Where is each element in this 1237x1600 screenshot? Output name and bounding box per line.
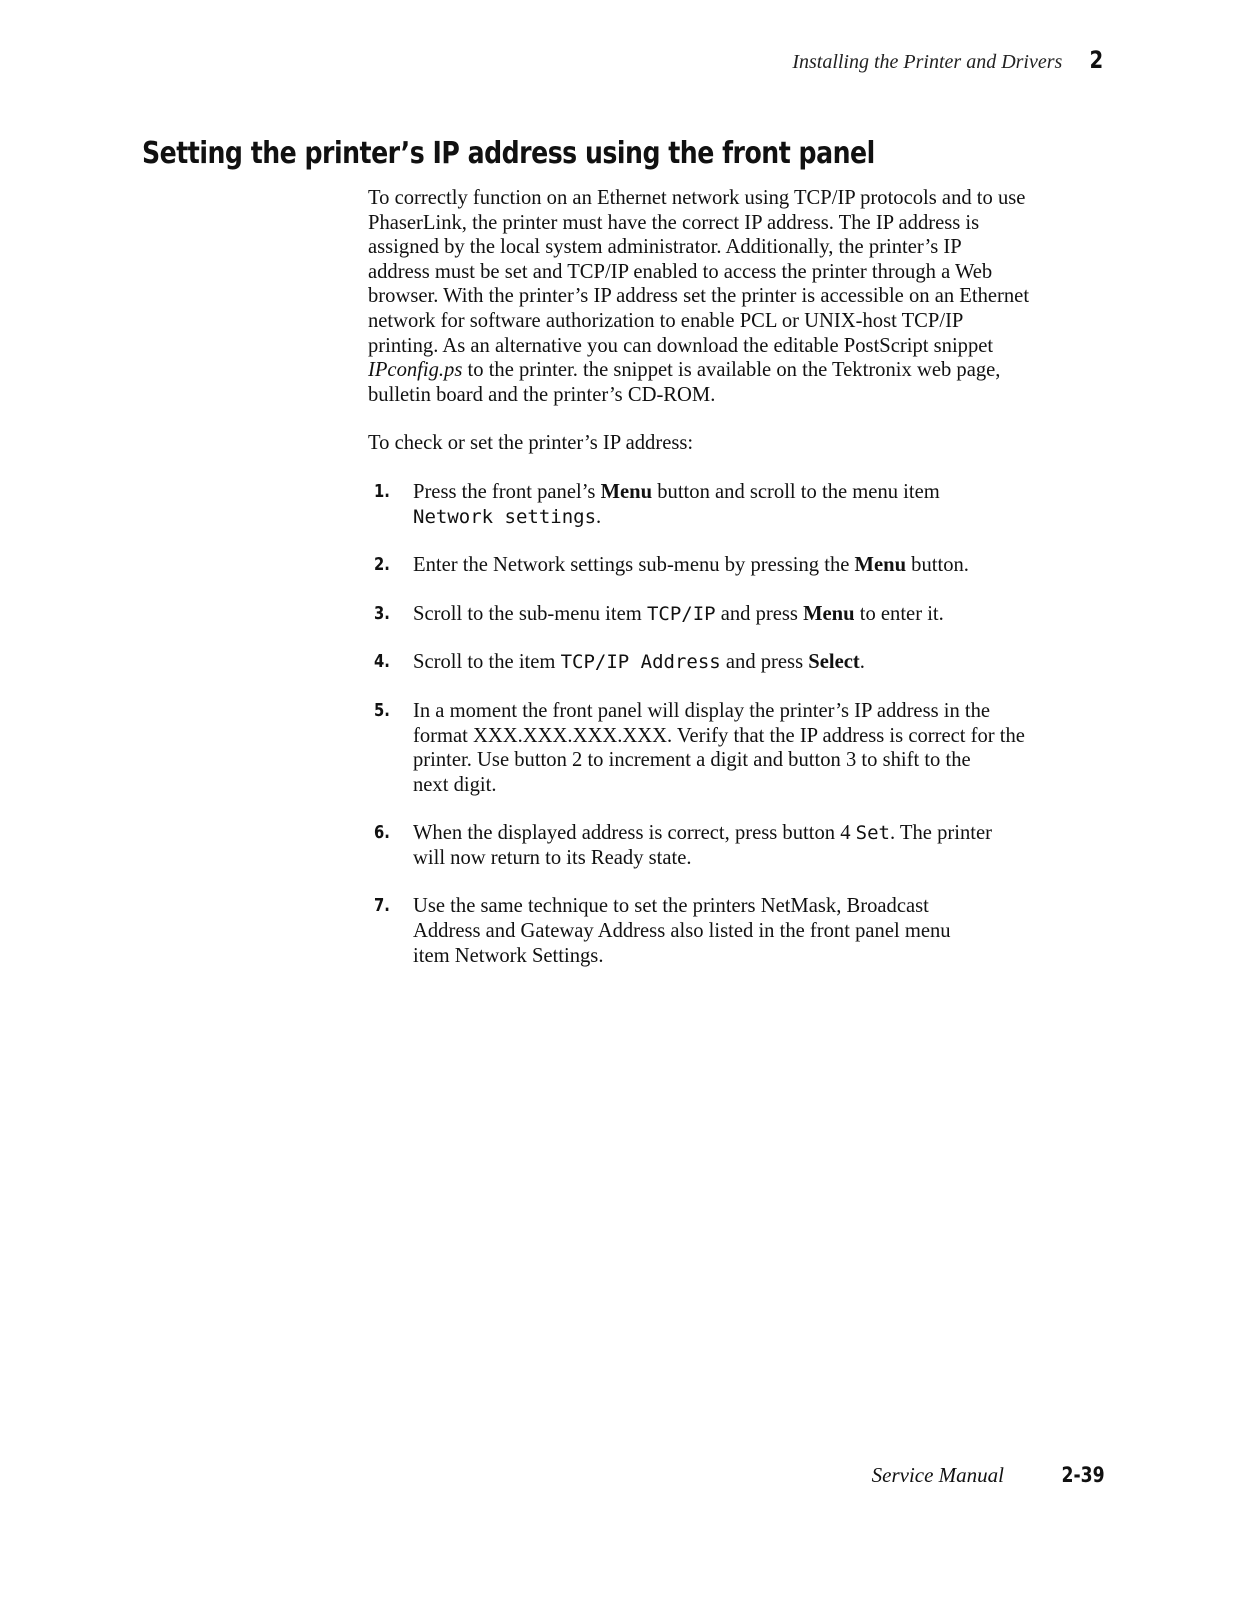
running-header xyxy=(792,46,1105,74)
step-item xyxy=(368,553,1113,578)
intro-line: To correctly function on an Ethernet network using TCP/IP protocols and to use xyxy=(368,187,1026,209)
running-header-section: Installing the Printer and Drivers xyxy=(792,51,1063,73)
intro-line: bulletin board and the printer’s CD-ROM. xyxy=(368,383,716,406)
step-text: item Network Settings. xyxy=(413,944,604,967)
step-item xyxy=(368,894,1113,968)
step-text: and press xyxy=(720,651,809,674)
step-text: . The printer xyxy=(889,822,992,845)
steps-lead: To check or set the printer’s IP address: xyxy=(368,432,694,455)
step-text: Use the same technique to set the printers NetMask, Broadcast xyxy=(413,895,929,918)
intro-line: printing. As an alternative you can download the editable PostScript snippet xyxy=(368,334,994,357)
menu-item-name: TCP/IP Address xyxy=(560,651,721,674)
step-item xyxy=(368,602,1113,627)
step-text: Enter the Network settings sub-menu by pressing the xyxy=(413,554,855,577)
step-text: printer. Use button 2 to increment a digit and button 3 to shift to the xyxy=(413,749,971,772)
step-text: button. xyxy=(906,554,969,577)
footer-page-number: 2-39 xyxy=(1061,1463,1105,1487)
intro-line: network for software authorization to enable PCL or UNIX-host TCP/IP xyxy=(368,309,964,332)
menu-button-label: Menu xyxy=(854,554,907,577)
step-text: . xyxy=(859,651,865,674)
step-number: 1. xyxy=(374,480,390,502)
footer-manual-title: Service Manual xyxy=(871,1463,1004,1487)
select-button-label: Select xyxy=(808,651,860,674)
intro-line: browser. With the printer’s IP address set the printer is accessible on an Ethernet xyxy=(368,285,1030,308)
menu-button-label: Menu xyxy=(600,480,653,503)
step-text: will now return to its Ready state. xyxy=(413,846,692,869)
page-title: Setting the printer’s IP address using the front panel xyxy=(142,136,875,171)
set-button-label: Set xyxy=(855,822,890,845)
menu-item-name: Network settings xyxy=(413,505,597,528)
intro-line: address must be set and TCP/IP enabled to access the printer through a Web xyxy=(368,260,993,283)
step-text: and press xyxy=(715,602,804,625)
menu-item-name: TCP/IP xyxy=(646,602,716,625)
intro-line: to the printer. the snippet is available on the Tektronix web page, xyxy=(462,359,1001,382)
step-text: button and scroll to the menu item xyxy=(652,480,940,503)
step-item xyxy=(368,699,1113,797)
page-footer xyxy=(0,1463,1237,1493)
step-text: Scroll to the sub-menu item xyxy=(413,602,647,625)
snippet-filename: IPconfig.ps xyxy=(368,359,463,382)
step-text: Press the front panel’s xyxy=(413,480,601,503)
step-text: When the displayed address is correct, press button 4 xyxy=(413,822,856,845)
step-number: 4. xyxy=(374,651,390,673)
step-number: 5. xyxy=(374,699,390,721)
menu-button-label: Menu xyxy=(803,602,855,625)
step-number: 3. xyxy=(374,602,390,624)
step-number: 7. xyxy=(374,895,390,917)
step-text: to enter it. xyxy=(854,602,944,625)
step-text: Address and Gateway Address also listed in the front panel menu xyxy=(413,920,951,943)
step-number: 2. xyxy=(374,554,390,576)
body-column xyxy=(368,186,1113,992)
step-text: . xyxy=(596,505,602,528)
step-text: format XXX.XXX.XXX.XXX. Verify that the IP address is correct for the xyxy=(413,724,1025,747)
intro-line: assigned by the local system administrator. Additionally, the printer’s IP xyxy=(368,236,962,259)
step-item xyxy=(368,480,1113,529)
chapter-number: 2 xyxy=(1089,46,1104,74)
step-item xyxy=(368,821,1113,870)
step-item xyxy=(368,650,1113,675)
step-number: 6. xyxy=(374,822,390,844)
step-text: Scroll to the item xyxy=(413,651,561,674)
intro-line: PhaserLink, the printer must have the correct IP address. The IP address is xyxy=(368,211,980,234)
step-text: In a moment the front panel will display the printer’s IP address in the xyxy=(413,699,991,722)
step-text: next digit. xyxy=(413,773,497,796)
steps-list xyxy=(368,480,1113,968)
intro-paragraph xyxy=(368,186,1113,407)
